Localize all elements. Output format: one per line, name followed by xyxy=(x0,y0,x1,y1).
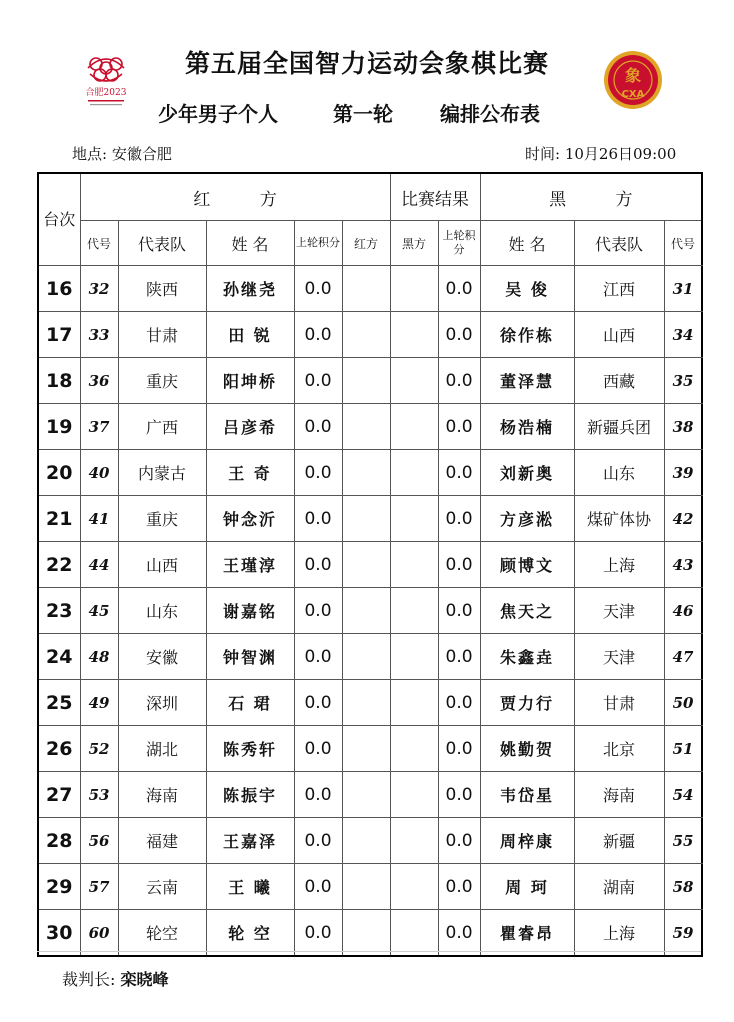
logo-right-char: 象 xyxy=(624,66,642,85)
red-code: 36 xyxy=(80,358,118,404)
table-number: 25 xyxy=(38,680,80,726)
black-prev-score: 0.0 xyxy=(438,634,480,680)
black-player-name: 朱鑫垚 xyxy=(480,634,574,680)
table-row xyxy=(38,358,702,404)
black-prev-score: 0.0 xyxy=(438,450,480,496)
result-black-cell xyxy=(390,680,438,726)
col-header-red-name: 姓 名 xyxy=(206,221,294,266)
red-player-name: 陈秀轩 xyxy=(206,726,294,772)
referee-name: 栾晓峰 xyxy=(120,970,169,989)
result-black-cell xyxy=(390,450,438,496)
col-header-red-score: 上轮积分 xyxy=(294,221,342,266)
time xyxy=(525,143,676,164)
red-code: 32 xyxy=(80,266,118,312)
result-black-cell xyxy=(390,634,438,680)
red-player-name: 王瑾淳 xyxy=(206,542,294,588)
black-player-name: 周梓康 xyxy=(480,818,574,864)
red-code: 52 xyxy=(80,726,118,772)
black-code: 51 xyxy=(664,726,702,772)
result-red-cell xyxy=(342,772,390,818)
red-player-name: 孙继尧 xyxy=(206,266,294,312)
black-team: 山东 xyxy=(574,450,664,496)
black-code: 54 xyxy=(664,772,702,818)
black-prev-score: 0.0 xyxy=(438,358,480,404)
red-code: 33 xyxy=(80,312,118,358)
result-black-cell xyxy=(390,404,438,450)
black-prev-score: 0.0 xyxy=(438,266,480,312)
red-team: 山西 xyxy=(118,542,206,588)
black-prev-score: 0.0 xyxy=(438,496,480,542)
black-player-name: 焦天之 xyxy=(480,588,574,634)
black-prev-score: 0.0 xyxy=(438,726,480,772)
referee-label: 裁判长: xyxy=(62,970,116,989)
result-red-cell xyxy=(342,450,390,496)
red-player-name: 陈振宇 xyxy=(206,772,294,818)
red-prev-score: 0.0 xyxy=(294,864,342,910)
red-team: 甘肃 xyxy=(118,312,206,358)
black-team: 新疆兵团 xyxy=(574,404,664,450)
black-team: 西藏 xyxy=(574,358,664,404)
black-player-name: 董泽慧 xyxy=(480,358,574,404)
red-player-name: 钟念沂 xyxy=(206,496,294,542)
black-team: 煤矿体协 xyxy=(574,496,664,542)
table-number: 24 xyxy=(38,634,80,680)
red-team: 海南 xyxy=(118,772,206,818)
table-number: 30 xyxy=(38,910,80,957)
result-red-cell xyxy=(342,312,390,358)
result-red-cell xyxy=(342,726,390,772)
red-player-name: 吕彦希 xyxy=(206,404,294,450)
referee xyxy=(62,967,169,990)
result-red-cell xyxy=(342,864,390,910)
red-code: 49 xyxy=(80,680,118,726)
black-prev-score: 0.0 xyxy=(438,772,480,818)
black-code: 31 xyxy=(664,266,702,312)
result-black-cell xyxy=(390,772,438,818)
table-number: 16 xyxy=(38,266,80,312)
col-header-result: 比赛结果 xyxy=(390,173,480,221)
round-name: 第一轮 xyxy=(333,102,393,126)
table-number: 21 xyxy=(38,496,80,542)
red-player-name: 王 曦 xyxy=(206,864,294,910)
table-subheader-row xyxy=(38,221,702,266)
result-red-cell xyxy=(342,910,390,957)
table-row xyxy=(38,818,702,864)
black-team: 天津 xyxy=(574,588,664,634)
table-row xyxy=(38,450,702,496)
black-team: 新疆 xyxy=(574,818,664,864)
red-player-name: 王 奇 xyxy=(206,450,294,496)
col-header-result-black: 黑方 xyxy=(390,221,438,266)
red-player-name: 田 锐 xyxy=(206,312,294,358)
table-row xyxy=(38,680,702,726)
red-prev-score: 0.0 xyxy=(294,726,342,772)
table-row xyxy=(38,634,702,680)
result-black-cell xyxy=(390,818,438,864)
result-red-cell xyxy=(342,404,390,450)
result-red-cell xyxy=(342,358,390,404)
table-row xyxy=(38,864,702,910)
table-number: 19 xyxy=(38,404,80,450)
black-team: 江西 xyxy=(574,266,664,312)
black-player-name: 周 珂 xyxy=(480,864,574,910)
table-row xyxy=(38,726,702,772)
red-code: 53 xyxy=(80,772,118,818)
result-red-cell xyxy=(342,496,390,542)
table-number: 22 xyxy=(38,542,80,588)
location-value: 安徽合肥 xyxy=(111,145,172,163)
black-player-name: 方彦淞 xyxy=(480,496,574,542)
table-header-row xyxy=(38,173,702,221)
black-code: 55 xyxy=(664,818,702,864)
black-player-name: 徐作栋 xyxy=(480,312,574,358)
red-team: 重庆 xyxy=(118,358,206,404)
document-type: 编排公布表 xyxy=(440,102,540,126)
red-prev-score: 0.0 xyxy=(294,312,342,358)
red-player-name: 石 珺 xyxy=(206,680,294,726)
table-number: 20 xyxy=(38,450,80,496)
result-black-cell xyxy=(390,910,438,957)
time-label: 时间: xyxy=(525,145,561,163)
black-prev-score: 0.0 xyxy=(438,818,480,864)
black-code: 46 xyxy=(664,588,702,634)
table-number: 28 xyxy=(38,818,80,864)
red-team: 内蒙古 xyxy=(118,450,206,496)
red-team: 轮空 xyxy=(118,910,206,957)
result-black-cell xyxy=(390,266,438,312)
result-black-cell xyxy=(390,542,438,588)
table-row xyxy=(38,404,702,450)
table-row xyxy=(38,542,702,588)
result-red-cell xyxy=(342,266,390,312)
red-team: 湖北 xyxy=(118,726,206,772)
red-player-name: 谢嘉铭 xyxy=(206,588,294,634)
col-header-black-side: 黑 方 xyxy=(480,173,702,221)
red-player-name: 轮 空 xyxy=(206,910,294,957)
red-prev-score: 0.0 xyxy=(294,358,342,404)
black-prev-score: 0.0 xyxy=(438,864,480,910)
result-red-cell xyxy=(342,680,390,726)
black-team: 北京 xyxy=(574,726,664,772)
red-player-name: 钟智渊 xyxy=(206,634,294,680)
red-code: 56 xyxy=(80,818,118,864)
table-number: 29 xyxy=(38,864,80,910)
black-code: 39 xyxy=(664,450,702,496)
table-number: 23 xyxy=(38,588,80,634)
red-team: 云南 xyxy=(118,864,206,910)
black-code: 35 xyxy=(664,358,702,404)
red-code: 57 xyxy=(80,864,118,910)
result-red-cell xyxy=(342,588,390,634)
col-header-result-red: 红方 xyxy=(342,221,390,266)
result-black-cell xyxy=(390,312,438,358)
pairing-table xyxy=(37,172,703,957)
red-code: 44 xyxy=(80,542,118,588)
black-code: 50 xyxy=(664,680,702,726)
col-header-black-score: 上轮积分 xyxy=(438,221,480,266)
red-team: 安徽 xyxy=(118,634,206,680)
black-code: 47 xyxy=(664,634,702,680)
event-name: 少年男子个人 xyxy=(158,102,278,126)
result-black-cell xyxy=(390,864,438,910)
black-prev-score: 0.0 xyxy=(438,910,480,957)
red-player-name: 王嘉泽 xyxy=(206,818,294,864)
black-team: 上海 xyxy=(574,910,664,957)
black-code: 38 xyxy=(664,404,702,450)
location-label: 地点: xyxy=(72,145,108,163)
red-team: 福建 xyxy=(118,818,206,864)
black-player-name: 刘新奥 xyxy=(480,450,574,496)
black-team: 甘肃 xyxy=(574,680,664,726)
col-header-black-code: 代号 xyxy=(664,221,702,266)
logo-left-text: 合肥2023 xyxy=(85,88,127,98)
red-team: 广西 xyxy=(118,404,206,450)
col-header-table-no: 台次 xyxy=(38,173,80,266)
black-code: 58 xyxy=(664,864,702,910)
red-prev-score: 0.0 xyxy=(294,404,342,450)
black-player-name: 杨浩楠 xyxy=(480,404,574,450)
black-prev-score: 0.0 xyxy=(438,542,480,588)
table-number: 17 xyxy=(38,312,80,358)
black-prev-score: 0.0 xyxy=(438,588,480,634)
result-black-cell xyxy=(390,358,438,404)
red-prev-score: 0.0 xyxy=(294,680,342,726)
black-team: 山西 xyxy=(574,312,664,358)
black-prev-score: 0.0 xyxy=(438,312,480,358)
black-team: 海南 xyxy=(574,772,664,818)
col-header-red-side: 红 方 xyxy=(80,173,390,221)
black-team: 上海 xyxy=(574,542,664,588)
table-row xyxy=(38,266,702,312)
red-code: 45 xyxy=(80,588,118,634)
black-team: 湖南 xyxy=(574,864,664,910)
table-row xyxy=(38,312,702,358)
location xyxy=(72,143,172,164)
red-prev-score: 0.0 xyxy=(294,542,342,588)
black-player-name: 贾力行 xyxy=(480,680,574,726)
black-player-name: 韦岱星 xyxy=(480,772,574,818)
col-header-black-name: 姓 名 xyxy=(480,221,574,266)
red-code: 48 xyxy=(80,634,118,680)
black-code: 43 xyxy=(664,542,702,588)
red-team: 山东 xyxy=(118,588,206,634)
black-player-name: 吴 俊 xyxy=(480,266,574,312)
table-row xyxy=(38,772,702,818)
red-prev-score: 0.0 xyxy=(294,910,342,957)
red-prev-score: 0.0 xyxy=(294,588,342,634)
red-team: 陕西 xyxy=(118,266,206,312)
logo-right-text: CXA xyxy=(621,89,645,100)
red-code: 37 xyxy=(80,404,118,450)
table-number: 26 xyxy=(38,726,80,772)
black-prev-score: 0.0 xyxy=(438,404,480,450)
red-prev-score: 0.0 xyxy=(294,772,342,818)
black-player-name: 姚勤贺 xyxy=(480,726,574,772)
page-title: 第五届全国智力运动会象棋比赛 xyxy=(184,49,549,78)
result-red-cell xyxy=(342,818,390,864)
black-player-name: 顾博文 xyxy=(480,542,574,588)
table-number: 27 xyxy=(38,772,80,818)
table-row xyxy=(38,496,702,542)
black-code: 59 xyxy=(664,910,702,957)
red-team: 深圳 xyxy=(118,680,206,726)
result-black-cell xyxy=(390,726,438,772)
red-prev-score: 0.0 xyxy=(294,634,342,680)
result-black-cell xyxy=(390,588,438,634)
red-team: 重庆 xyxy=(118,496,206,542)
red-code: 60 xyxy=(80,910,118,957)
red-player-name: 阳坤桥 xyxy=(206,358,294,404)
result-black-cell xyxy=(390,496,438,542)
table-row xyxy=(38,910,702,957)
col-header-black-team: 代表队 xyxy=(574,221,664,266)
result-red-cell xyxy=(342,542,390,588)
divider xyxy=(37,951,701,952)
red-prev-score: 0.0 xyxy=(294,266,342,312)
red-prev-score: 0.0 xyxy=(294,818,342,864)
red-code: 41 xyxy=(80,496,118,542)
red-prev-score: 0.0 xyxy=(294,450,342,496)
red-code: 40 xyxy=(80,450,118,496)
black-player-name: 瞿睿昂 xyxy=(480,910,574,957)
red-prev-score: 0.0 xyxy=(294,496,342,542)
black-code: 34 xyxy=(664,312,702,358)
col-header-red-team: 代表队 xyxy=(118,221,206,266)
col-header-red-code: 代号 xyxy=(80,221,118,266)
black-code: 42 xyxy=(664,496,702,542)
time-value: 10月26日09:00 xyxy=(564,145,677,163)
black-team: 天津 xyxy=(574,634,664,680)
table-number: 18 xyxy=(38,358,80,404)
result-red-cell xyxy=(342,634,390,680)
black-prev-score: 0.0 xyxy=(438,680,480,726)
table-row xyxy=(38,588,702,634)
